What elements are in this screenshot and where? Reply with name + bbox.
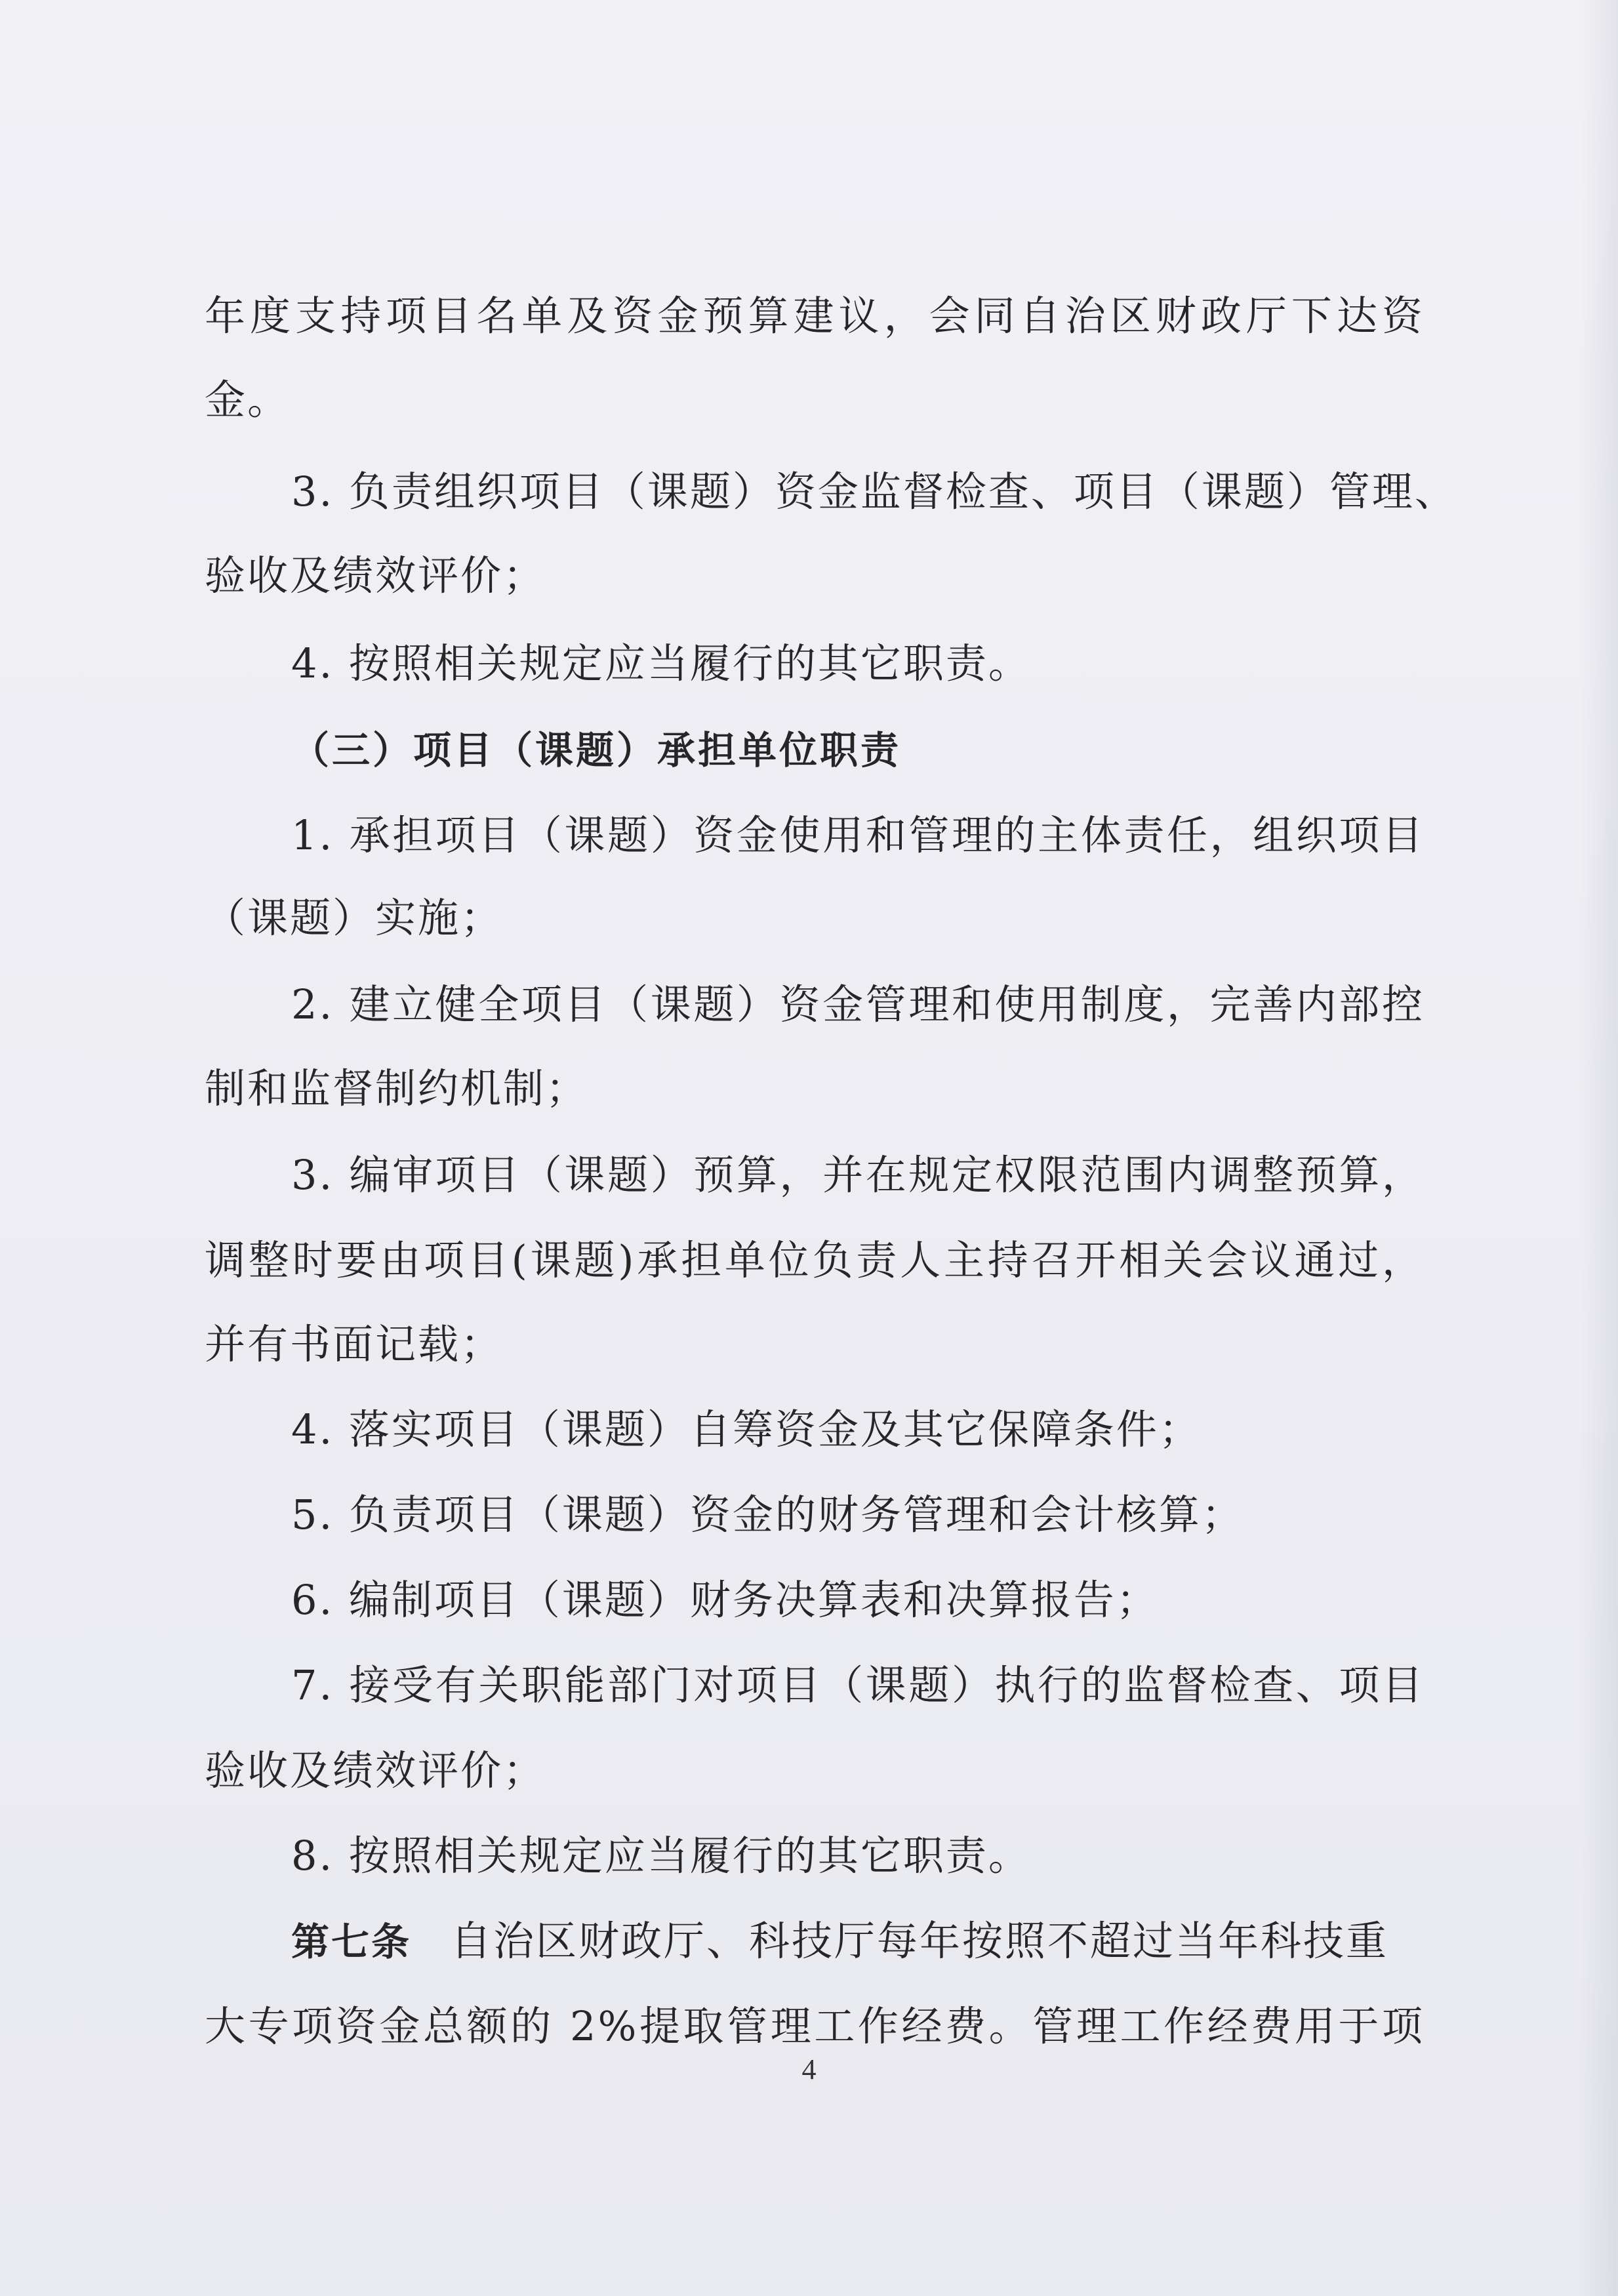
paragraph-line: 并有书面记载； bbox=[205, 1320, 504, 1368]
paragraph-line: 7. 接受有关职能部门对项目（课题）执行的监督检查、项目 bbox=[291, 1661, 1425, 1709]
paragraph-line: 制和监督制约机制； bbox=[205, 1064, 589, 1112]
paragraph-line: 年度支持项目名单及资金预算建议，会同自治区财政厅下达资 bbox=[205, 292, 1425, 340]
paragraph-line: 3. 编审项目（课题）预算，并在规定权限范围内调整预算， bbox=[291, 1151, 1425, 1199]
paragraph-line: 调整时要由项目(课题)承担单位负责人主持召开相关会议通过， bbox=[205, 1236, 1425, 1284]
paragraph-line: 4. 按照相关规定应当履行的其它职责。 bbox=[291, 639, 1031, 687]
paragraph-line: 5. 负责项目（课题）资金的财务管理和会计核算； bbox=[291, 1491, 1244, 1539]
paragraph-line: 金。 bbox=[205, 376, 291, 424]
article-label: 第七条 bbox=[291, 1920, 412, 1964]
paragraph-line: 3. 负责组织项目（课题）资金监督检查、项目（课题）管理、 bbox=[291, 468, 1457, 515]
paragraph-line: 验收及绩效评价； bbox=[205, 1746, 546, 1794]
page-number: 4 bbox=[801, 2053, 817, 2085]
article-line bbox=[291, 1915, 1425, 1967]
paragraph-line: 2. 建立健全项目（课题）资金管理和使用制度，完善内部控 bbox=[291, 980, 1425, 1028]
page-edge-shadow bbox=[1579, 0, 1618, 2296]
paragraph-line: 8. 按照相关规定应当履行的其它职责。 bbox=[291, 1832, 1031, 1880]
paragraph-line: 6. 编制项目（课题）财务决算表和决算报告； bbox=[291, 1576, 1159, 1624]
paragraph-line: 4. 落实项目（课题）自筹资金及其它保障条件； bbox=[291, 1405, 1202, 1453]
paragraph-line: 大专项资金总额的 2%提取管理工作经费。管理工作经费用于项 bbox=[205, 2002, 1425, 2050]
paragraph-line: （课题）实施； bbox=[205, 894, 504, 942]
article-text: 自治区财政厅、科技厅每年按照不超过当年科技重 bbox=[451, 1917, 1389, 1965]
section-heading: （三）项目（课题）承担单位职责 bbox=[291, 728, 902, 773]
paragraph-line: 1. 承担项目（课题）资金使用和管理的主体责任，组织项目 bbox=[291, 811, 1425, 859]
paragraph-line: 验收及绩效评价； bbox=[205, 552, 546, 599]
